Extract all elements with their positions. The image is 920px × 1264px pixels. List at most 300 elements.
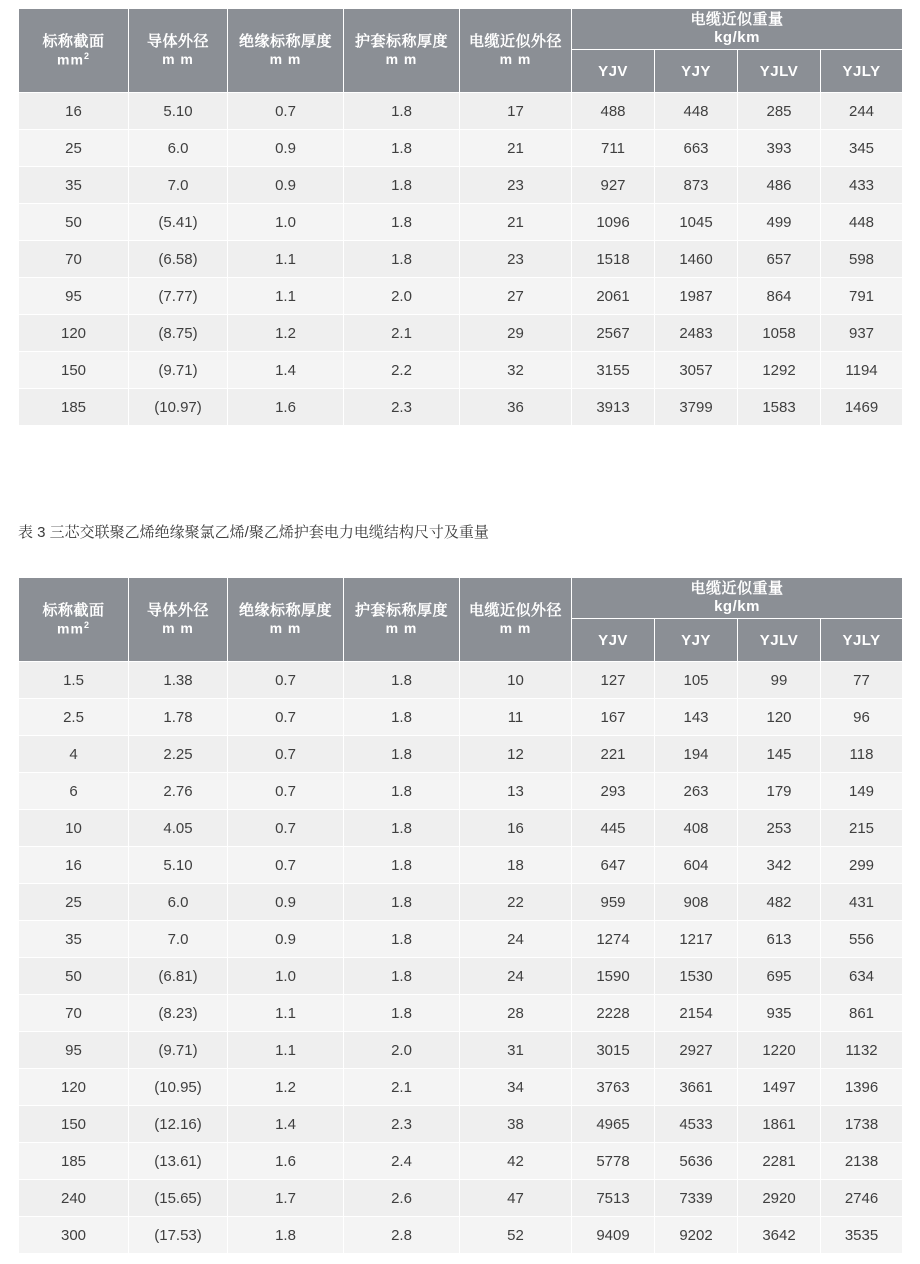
table-cell: 5.10 (129, 93, 228, 130)
header-insulation-thickness-label: 绝缘标称厚度 (238, 32, 332, 50)
table-cell: 221 (572, 736, 655, 773)
table-cell: 16 (19, 847, 129, 884)
table-cell: 2.76 (129, 773, 228, 810)
header-nominal-section-label: 标称截面 (42, 32, 105, 50)
table-cell: 13 (460, 773, 572, 810)
header-sheath-thickness (344, 9, 460, 93)
table-cell: 253 (738, 810, 821, 847)
table-cell: (6.81) (129, 958, 228, 995)
table-cell: 1861 (738, 1106, 821, 1143)
table-cell: 293 (572, 773, 655, 810)
header-sheath-thickness-unit: m m (385, 620, 418, 637)
table-cell: 120 (19, 1069, 129, 1106)
table-cell: 1469 (821, 389, 903, 426)
table-cell: 2138 (821, 1143, 903, 1180)
table-cell: 23 (460, 167, 572, 204)
header-nominal-section (19, 578, 129, 662)
table-cell: 1738 (821, 1106, 903, 1143)
header-cable-weight-group (572, 9, 903, 50)
table-cell: 695 (738, 958, 821, 995)
table-cell: 1590 (572, 958, 655, 995)
header-insulation-thickness (228, 9, 344, 93)
table-cell: 1220 (738, 1032, 821, 1069)
table-cell: 604 (655, 847, 738, 884)
table-cell: 5.10 (129, 847, 228, 884)
table-cell: 31 (460, 1032, 572, 1069)
header-conductor-diameter-label: 导体外径 (146, 32, 209, 50)
header-yjlv: YJLV (738, 619, 821, 662)
table-cell: 2228 (572, 995, 655, 1032)
table-cell: 1.8 (344, 921, 460, 958)
table-cell: 1396 (821, 1069, 903, 1106)
table-cell: 1.8 (344, 204, 460, 241)
table-cell: 663 (655, 130, 738, 167)
table-cell: 1292 (738, 352, 821, 389)
table-cell: 7.0 (129, 167, 228, 204)
table-cell: 1.2 (228, 1069, 344, 1106)
table-cell: 3057 (655, 352, 738, 389)
table-cell: 2567 (572, 315, 655, 352)
table-cell: 1217 (655, 921, 738, 958)
table-cell: (12.16) (129, 1106, 228, 1143)
table-cell: 0.9 (228, 130, 344, 167)
table-cell: 96 (821, 699, 903, 736)
header-insulation-thickness-label: 绝缘标称厚度 (238, 601, 332, 619)
table-cell: 345 (821, 130, 903, 167)
table-cell: 2061 (572, 278, 655, 315)
header-yjy: YJY (655, 619, 738, 662)
table-row (19, 1032, 903, 1069)
table-cell: 120 (19, 315, 129, 352)
header-conductor-diameter-label: 导体外径 (146, 601, 209, 619)
table-cell: 143 (655, 699, 738, 736)
table-cell: 499 (738, 204, 821, 241)
table-row (19, 810, 903, 847)
header-insulation-thickness-unit: m m (269, 620, 302, 637)
table-cell: 95 (19, 278, 129, 315)
table-cell: (13.61) (129, 1143, 228, 1180)
header-cable-weight-label: 电缆近似重量 (690, 11, 784, 28)
table-cell: 7.0 (129, 921, 228, 958)
table-row (19, 1143, 903, 1180)
table-row (19, 662, 903, 699)
header-yjv: YJV (572, 619, 655, 662)
header-yjly: YJLY (821, 619, 903, 662)
table-row (19, 1069, 903, 1106)
table-cell: 70 (19, 995, 129, 1032)
header-cable-weight-label: 电缆近似重量 (690, 580, 784, 597)
table-cell: 1.1 (228, 278, 344, 315)
header-cable-outer-diameter (460, 578, 572, 662)
table-cell: 1.8 (344, 847, 460, 884)
table-cell: 263 (655, 773, 738, 810)
table-cell: 300 (19, 1217, 129, 1254)
table-cell: 35 (19, 921, 129, 958)
table-cell: 342 (738, 847, 821, 884)
table-row (19, 278, 903, 315)
table-cell: 4 (19, 736, 129, 773)
table-cell: 711 (572, 130, 655, 167)
table-cell: 1.8 (344, 241, 460, 278)
table-cell: 1.8 (344, 167, 460, 204)
spacer-3 (18, 1254, 902, 1264)
table-cell: 3642 (738, 1217, 821, 1254)
table-cell: 2.8 (344, 1217, 460, 1254)
header-nominal-section-label: 标称截面 (42, 601, 105, 619)
table-cell: 0.9 (228, 921, 344, 958)
table-cell: 7513 (572, 1180, 655, 1217)
table-cell: 488 (572, 93, 655, 130)
table-cell: 11 (460, 699, 572, 736)
table-cell: 1.1 (228, 241, 344, 278)
table-cell: 1.0 (228, 204, 344, 241)
table-cell: 10 (460, 662, 572, 699)
table-cell: 150 (19, 352, 129, 389)
table-row (19, 1106, 903, 1143)
table-cell: 23 (460, 241, 572, 278)
table-cell: 5778 (572, 1143, 655, 1180)
table-row (19, 847, 903, 884)
table-cell: 120 (738, 699, 821, 736)
table-cell: 9202 (655, 1217, 738, 1254)
table-cell: 2.2 (344, 352, 460, 389)
table-cell: 2.3 (344, 389, 460, 426)
table-cell: 448 (821, 204, 903, 241)
table-body-upper (19, 93, 903, 426)
table-cell: 2746 (821, 1180, 903, 1217)
table-header-lower (19, 578, 903, 662)
table-cell: 0.7 (228, 736, 344, 773)
table-cell: 6.0 (129, 884, 228, 921)
table-cell: 613 (738, 921, 821, 958)
table-cell: 2.0 (344, 278, 460, 315)
header-yjy: YJY (655, 50, 738, 93)
header-cable-outer-diameter-unit: m m (499, 51, 532, 68)
table-cell: 185 (19, 1143, 129, 1180)
table-cell: 2154 (655, 995, 738, 1032)
table-cell: 1.8 (344, 958, 460, 995)
table-row (19, 1217, 903, 1254)
table-cell: 1.8 (344, 662, 460, 699)
header-sheath-thickness-label: 护套标称厚度 (354, 601, 448, 619)
table-row (19, 921, 903, 958)
table-cell: 2.25 (129, 736, 228, 773)
table-cell: 2920 (738, 1180, 821, 1217)
table-cell: 1.7 (228, 1180, 344, 1217)
table-cell: 2.1 (344, 1069, 460, 1106)
header-yjlv: YJLV (738, 50, 821, 93)
table-cell: 21 (460, 204, 572, 241)
table-cell: (5.41) (129, 204, 228, 241)
table-cell: 2.6 (344, 1180, 460, 1217)
table-cell: 9409 (572, 1217, 655, 1254)
table-cell: 244 (821, 93, 903, 130)
table-row (19, 699, 903, 736)
table-cell: 18 (460, 847, 572, 884)
table-cell: 16 (19, 93, 129, 130)
table-row (19, 773, 903, 810)
table-cell: 215 (821, 810, 903, 847)
table-cell: 0.7 (228, 773, 344, 810)
table-row (19, 352, 903, 389)
table-cell: 1274 (572, 921, 655, 958)
table-cell: 22 (460, 884, 572, 921)
cable-spec-table-lower (18, 577, 903, 1254)
header-conductor-diameter-unit: m m (162, 51, 194, 68)
table-cell: 647 (572, 847, 655, 884)
header-yjly: YJLY (821, 50, 903, 93)
table-cell: 556 (821, 921, 903, 958)
table-cell: 42 (460, 1143, 572, 1180)
table-cell: 24 (460, 958, 572, 995)
table-cell: 50 (19, 958, 129, 995)
table-cell: 35 (19, 167, 129, 204)
table-cell: 482 (738, 884, 821, 921)
header-cable-outer-diameter-label: 电缆近似外径 (468, 601, 562, 619)
spacer-2 (18, 543, 902, 577)
table-row (19, 167, 903, 204)
table-row (19, 736, 903, 773)
table-cell: 1.4 (228, 352, 344, 389)
table-cell: 150 (19, 1106, 129, 1143)
table-cell: 1.38 (129, 662, 228, 699)
table-cell: 959 (572, 884, 655, 921)
table-cell: 393 (738, 130, 821, 167)
header-conductor-diameter (129, 9, 228, 93)
table-cell: 25 (19, 130, 129, 167)
table-row (19, 130, 903, 167)
table-cell: 3763 (572, 1069, 655, 1106)
table-cell: 1583 (738, 389, 821, 426)
table-cell: 118 (821, 736, 903, 773)
table-cell: 17 (460, 93, 572, 130)
table-cell: 1.0 (228, 958, 344, 995)
table-row (19, 884, 903, 921)
header-nominal-section (19, 9, 129, 93)
table-cell: 2281 (738, 1143, 821, 1180)
table-cell: 3799 (655, 389, 738, 426)
table-cell: 1.6 (228, 389, 344, 426)
table-cell: 1.8 (344, 736, 460, 773)
table-cell: 2927 (655, 1032, 738, 1069)
table-cell: 1058 (738, 315, 821, 352)
table-cell: 1.8 (344, 93, 460, 130)
table-header-upper (19, 9, 903, 93)
table-cell: 21 (460, 130, 572, 167)
table-cell: 1.6 (228, 1143, 344, 1180)
table-cell: 927 (572, 167, 655, 204)
table-cell: 179 (738, 773, 821, 810)
table-cell: 1.8 (344, 995, 460, 1032)
table-cell: 3661 (655, 1069, 738, 1106)
header-cable-weight-group (572, 578, 903, 619)
header-conductor-diameter-unit: m m (162, 620, 194, 637)
table-cell: 34 (460, 1069, 572, 1106)
table-cell: 149 (821, 773, 903, 810)
table-cell: 861 (821, 995, 903, 1032)
table-cell: 167 (572, 699, 655, 736)
table-cell: 1.8 (344, 699, 460, 736)
table-cell: 1.8 (344, 884, 460, 921)
table-cell: 1.8 (344, 130, 460, 167)
table-cell: 145 (738, 736, 821, 773)
table-cell: 0.7 (228, 93, 344, 130)
table-cell: 4965 (572, 1106, 655, 1143)
table-cell: 2483 (655, 315, 738, 352)
table-cell: (8.75) (129, 315, 228, 352)
table-cell: 0.7 (228, 810, 344, 847)
table-cell: 2.3 (344, 1106, 460, 1143)
table-cell: (9.71) (129, 352, 228, 389)
header-insulation-thickness-unit: m m (269, 51, 302, 68)
table-cell: (17.53) (129, 1217, 228, 1254)
table-cell: 1.4 (228, 1106, 344, 1143)
table-cell: 3535 (821, 1217, 903, 1254)
table-caption-lower: 表 3 三芯交联聚乙烯绝缘聚氯乙烯/聚乙烯护套电力电缆结构尺寸及重量 (18, 524, 489, 541)
table-cell: 0.7 (228, 699, 344, 736)
table-body-lower (19, 662, 903, 1254)
table-cell: 5636 (655, 1143, 738, 1180)
table-cell: 99 (738, 662, 821, 699)
table-cell: 16 (460, 810, 572, 847)
table-cell: 25 (19, 884, 129, 921)
header-sheath-thickness-label: 护套标称厚度 (354, 32, 448, 50)
table-cell: 24 (460, 921, 572, 958)
table-cell: (10.97) (129, 389, 228, 426)
header-nominal-section-unit: $mm^2$ (57, 50, 90, 68)
table-cell: 864 (738, 278, 821, 315)
table-cell: 2.5 (19, 699, 129, 736)
header-conductor-diameter (129, 578, 228, 662)
table-cell: 27 (460, 278, 572, 315)
table-cell: 1530 (655, 958, 738, 995)
header-cable-weight-unit: kg/km (714, 598, 760, 615)
table-cell: 185 (19, 389, 129, 426)
table-cell: 1.78 (129, 699, 228, 736)
table-cell: 431 (821, 884, 903, 921)
table-cell: 0.9 (228, 884, 344, 921)
table-cell: 1.1 (228, 995, 344, 1032)
table-cell: 194 (655, 736, 738, 773)
table-cell: 1497 (738, 1069, 821, 1106)
table-cell: 6.0 (129, 130, 228, 167)
table-cell: 1518 (572, 241, 655, 278)
table-cell: 791 (821, 278, 903, 315)
table-cell: 0.7 (228, 662, 344, 699)
table-cell: 4533 (655, 1106, 738, 1143)
spacer-1 (18, 426, 902, 522)
table-cell: 6 (19, 773, 129, 810)
table-row (19, 389, 903, 426)
table-cell: 2.1 (344, 315, 460, 352)
header-nominal-section-unit: $mm^2$ (57, 619, 90, 637)
header-sheath-thickness-unit: m m (385, 51, 418, 68)
header-cable-outer-diameter-unit: m m (499, 620, 532, 637)
table-cell: 36 (460, 389, 572, 426)
table-cell: 29 (460, 315, 572, 352)
table-cell: 1987 (655, 278, 738, 315)
table-cell: 657 (738, 241, 821, 278)
table-row (19, 315, 903, 352)
table-cell: 299 (821, 847, 903, 884)
header-sheath-thickness (344, 578, 460, 662)
table-cell: 634 (821, 958, 903, 995)
table-cell: 1.8 (344, 773, 460, 810)
table-cell: 95 (19, 1032, 129, 1069)
table-cell: 1.8 (228, 1217, 344, 1254)
table-cell: 408 (655, 810, 738, 847)
table-cell: 0.9 (228, 167, 344, 204)
table-cell: 77 (821, 662, 903, 699)
table-cell: 433 (821, 167, 903, 204)
table-cell: 1.5 (19, 662, 129, 699)
table-cell: (9.71) (129, 1032, 228, 1069)
table-cell: (7.77) (129, 278, 228, 315)
table-cell: 1.2 (228, 315, 344, 352)
table-cell: 0.7 (228, 847, 344, 884)
table-cell: 38 (460, 1106, 572, 1143)
table-cell: 2.4 (344, 1143, 460, 1180)
table-row (19, 958, 903, 995)
table-cell: 598 (821, 241, 903, 278)
table-cell: (6.58) (129, 241, 228, 278)
table-cell: (15.65) (129, 1180, 228, 1217)
table-cell: 937 (821, 315, 903, 352)
table-row (19, 204, 903, 241)
table-row (19, 995, 903, 1032)
table-cell: 10 (19, 810, 129, 847)
table-cell: 873 (655, 167, 738, 204)
table-cell: 285 (738, 93, 821, 130)
table-cell: 240 (19, 1180, 129, 1217)
header-cable-outer-diameter (460, 9, 572, 93)
table-cell: (8.23) (129, 995, 228, 1032)
table-cell: 1460 (655, 241, 738, 278)
table-cell: 28 (460, 995, 572, 1032)
table-row (19, 1180, 903, 1217)
header-insulation-thickness (228, 578, 344, 662)
table-cell: 1.1 (228, 1032, 344, 1069)
table-cell: 32 (460, 352, 572, 389)
table-cell: (10.95) (129, 1069, 228, 1106)
table-cell: 486 (738, 167, 821, 204)
table-cell: 935 (738, 995, 821, 1032)
table-cell: 1045 (655, 204, 738, 241)
cable-spec-table-upper (18, 8, 903, 426)
table-cell: 3913 (572, 389, 655, 426)
table-cell: 52 (460, 1217, 572, 1254)
table-cell: 2.0 (344, 1032, 460, 1069)
table-cell: 445 (572, 810, 655, 847)
table-cell: 448 (655, 93, 738, 130)
table-cell: 1.8 (344, 810, 460, 847)
header-cable-outer-diameter-label: 电缆近似外径 (468, 32, 562, 50)
table-cell: 3015 (572, 1032, 655, 1069)
table-cell: 50 (19, 204, 129, 241)
header-yjv: YJV (572, 50, 655, 93)
table-cell: 1132 (821, 1032, 903, 1069)
table-cell: 47 (460, 1180, 572, 1217)
table-cell: 127 (572, 662, 655, 699)
table-cell: 12 (460, 736, 572, 773)
table-cell: 7339 (655, 1180, 738, 1217)
table-cell: 4.05 (129, 810, 228, 847)
table-cell: 908 (655, 884, 738, 921)
table-cell: 70 (19, 241, 129, 278)
table-row (19, 241, 903, 278)
table-row (19, 93, 903, 130)
header-cable-weight-unit: kg/km (714, 29, 760, 46)
